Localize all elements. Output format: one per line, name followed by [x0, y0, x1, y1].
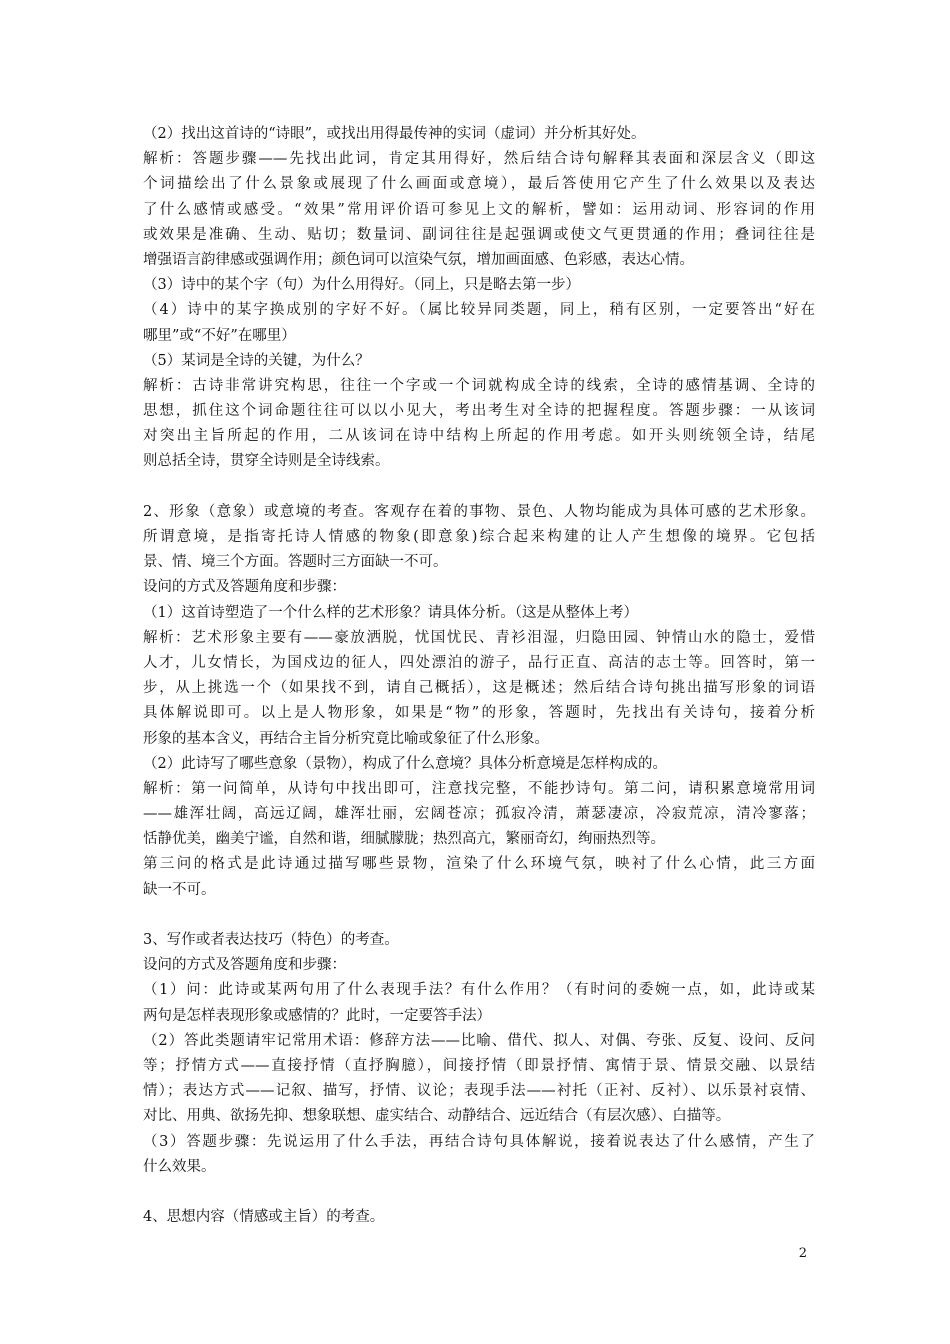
text-line: 增强语言韵律感或强调作用；颜色词可以渲染气氛，增加画面感、色彩感，表达心情。 — [143, 251, 694, 268]
text-line: 景、情、境三个方面。答题时三方面缺一不可。 — [143, 554, 448, 571]
blank-line — [143, 1180, 815, 1205]
text-line: 第三问的格式是此诗通过描写哪些景物，渲染了什么环境气氛，映衬了什么心情，此三方面 — [143, 856, 815, 873]
text-line: ——雄浑壮阔，高远辽阔，雄浑壮丽，宏阔苍凉；孤寂冷清，萧瑟凄凉，冷寂荒凉，清冷寥落； — [143, 806, 815, 823]
text-line: 哪里”或“不好”在哪里） — [143, 327, 296, 344]
text-line: 恬静优美，幽美宁谧，自然和谐，细腻朦胧；热烈高亢，繁丽奇幻，绚丽热烈等。 — [143, 831, 665, 848]
page-number: 2 — [798, 1246, 807, 1261]
text-line: 则总括全诗，贯穿全诗则是全诗线索。 — [143, 453, 390, 470]
text-line: 设问的方式及答题角度和步骤： — [143, 579, 346, 596]
text-line: （3）答题步骤：先说运用了什么手法，再结合诗句具体解说，接着说表达了什么感情，产生了 — [143, 1133, 815, 1150]
text-line: 思想，抓住这个词命题往往可以以小见大，考出考生对全诗的把握程度。答题步骤：一从该词 — [143, 403, 815, 420]
text-line: 4、思想内容（情感或主旨）的考查。 — [143, 1209, 385, 1226]
text-line: 对突出主旨所起的作用，二从该词在诗中结构上所起的作用考虑。如开头则统领全诗，结尾 — [143, 428, 815, 445]
text-line: 形象的基本含义，再结合主旨分析究竟比喻或象征了什么形象。 — [143, 730, 549, 747]
blank-line — [143, 903, 815, 928]
text-line: （2）找出这首诗的“诗眼”，或找出用得最传神的实词（虚词）并分析其好处。 — [143, 126, 646, 142]
blank-line — [143, 475, 815, 500]
text-line: （5）某词是全诗的关键，为什么？ — [143, 352, 370, 369]
text-line: 解析：答题步骤——先找出此词，肯定其用得好，然后结合诗句解释其表面和深层含义（即这 — [143, 151, 815, 168]
text-line: 情）；表达方式——记叙、描写，抒情、议论；表现手法——衬托（正衬、反衬）、以乐景衬哀情、 — [143, 1083, 815, 1100]
text-line: （3）诗中的某个字（句）为什么用得好。（同上，只是略去第一步） — [143, 277, 580, 294]
text-line: （1）问：此诗或某两句用了什么表现手法？有什么作用？（有时问的委婉一点，如，此诗或某 — [143, 982, 815, 999]
text-line: 解析：艺术形象主要有——豪放洒脱，忧国忧民、青衫泪湿，归隐田园、钟情山水的隐士，爱惜 — [143, 629, 815, 646]
text-line: 2、形象（意象）或意境的考查。客观存在着的事物、景色、人物均能成为具体可感的艺术形象。 — [143, 503, 815, 520]
text-line: 解析：第一问简单，从诗句中找出即可，注意找完整，不能抄诗句。第二问，请积累意境常用词 — [143, 780, 815, 797]
text-line: 具体解说即可。以上是人物形象，如果是“物”的形象，答题时，先找出有关诗句，接着分析 — [143, 705, 815, 722]
text-line: 对比、用典、欲扬先抑、想象联想、虚实结合、动静结合、远近结合（有层次感）、白描等。 — [143, 1108, 731, 1125]
text-line: 解析：古诗非常讲究构思，往往一个字或一个词就构成全诗的线索，全诗的感情基调、全诗的 — [143, 377, 815, 394]
text-line: 3、写作或者表达技巧（特色）的考查。 — [143, 932, 399, 948]
text-line: 设问的方式及答题角度和步骤： — [143, 957, 346, 974]
text-line: 步，从上挑选一个（如果找不到，请自己概括），这是概述；然后结合诗句挑出描写形象的词语 — [143, 680, 815, 697]
document-body — [143, 122, 815, 1230]
text-line: 缺一不可。 — [143, 881, 216, 898]
text-line: 了什么感情或感受。“效果”常用评价语可参见上文的解析，譬如：运用动词、形容词的作用 — [143, 201, 815, 218]
text-line: （4）诗中的某字换成别的字好不好。（属比较异同类题，同上，稍有区别，一定要答出“好在 — [143, 302, 815, 319]
text-line: 两句是怎样表现形象或感情的？此时，一定要答手法） — [143, 1007, 491, 1024]
text-line: 人才，儿女情长，为国戍边的征人，四处漂泊的游子，品行正直、高洁的志士等。回答时，第一 — [143, 654, 815, 671]
text-line: 个词描绘出了什么景象或展现了什么画面或意境），最后答使用它产生了什么效果以及表达 — [143, 176, 815, 193]
text-line: 什么效果。 — [143, 1158, 216, 1175]
text-line: 所谓意境，是指寄托诗人情感的物象(即意象)综合起来构建的让人产生想像的境界。它包括 — [143, 529, 815, 545]
text-line: （1）这首诗塑造了一个什么样的艺术形象？请具体分析。（这是从整体上考） — [143, 604, 638, 621]
text-line: （2）此诗写了哪些意象（景物），构成了什么意境？具体分析意境是怎样构成的。 — [143, 755, 667, 772]
text-line: 等；抒情方式——直接抒情（直抒胸臆），间接抒情（即景抒情、寓情于景、情景交融、以景结 — [143, 1057, 815, 1074]
text-line: 或效果是准确、生动、贴切；数量词、副词往往是起强调或使文气更贯通的作用；叠词往往是 — [143, 226, 815, 243]
text-line: （2）答此类题请牢记常用术语：修辞方法——比喻、借代、拟人、对偶、夸张、反复、设问、反问 — [143, 1032, 815, 1049]
